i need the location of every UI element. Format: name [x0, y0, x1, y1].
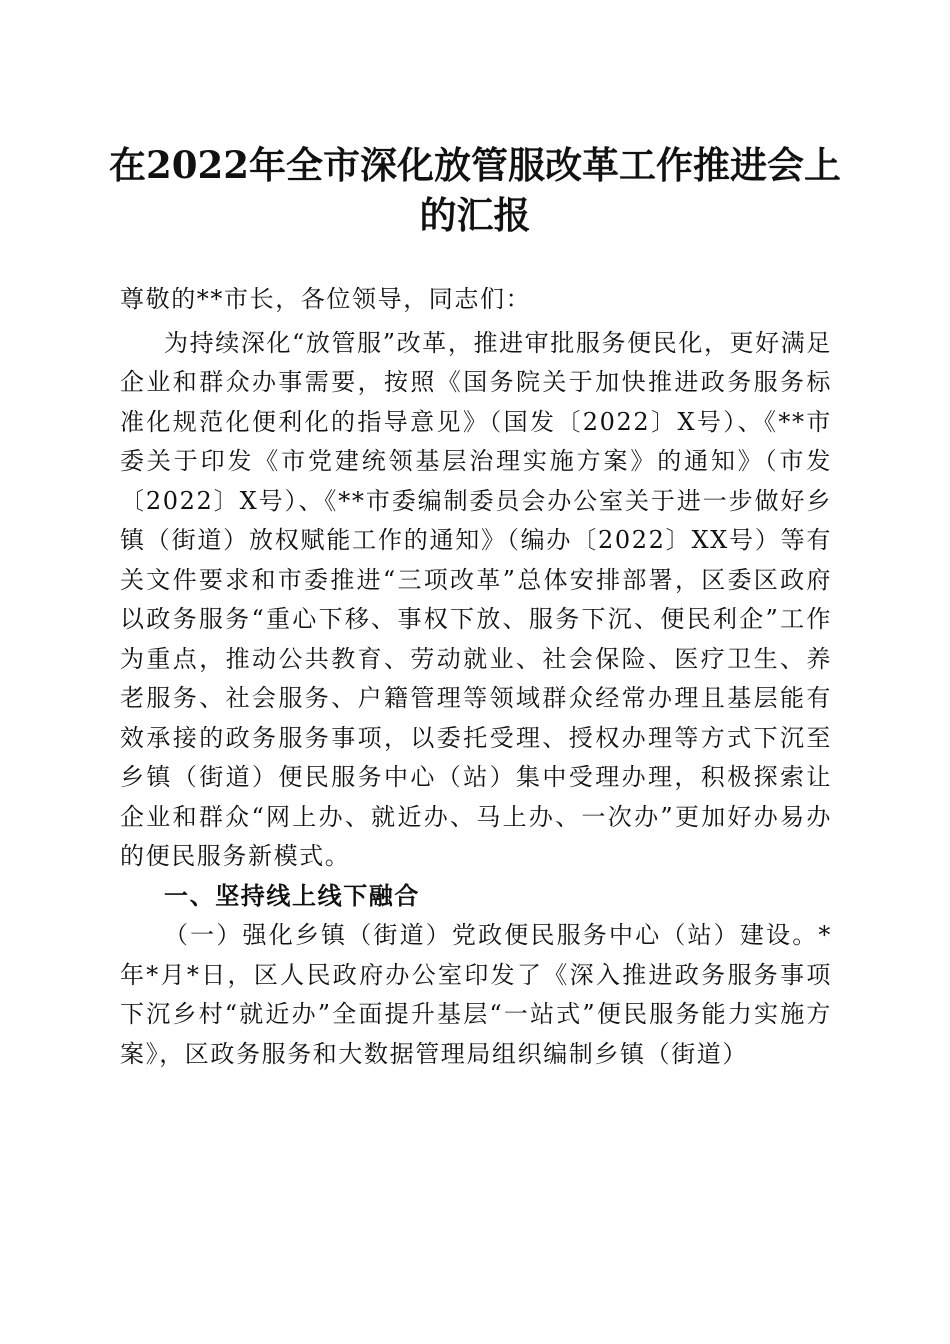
- document-body: [120, 280, 832, 1074]
- title-line-1: 在2022年全市深化放管服改革工作推进会上: [109, 143, 841, 187]
- section-heading-1: 一、坚持线上线下融合: [164, 881, 420, 910]
- title-line-2: 的汇报: [419, 193, 531, 237]
- document-title: [100, 140, 850, 240]
- salutation: 尊敬的**市长，各位领导，同志们：: [120, 285, 532, 313]
- paragraph-intro: 为持续深化“放管服”改革，推进审批服务便民化，更好满足企业和群众办事需要，按照《国务院关于加快推进政务服务标准化规范化便利化的指导意见》（国发〔2022〕X号）、《**市委关于印发《市党建统领基层治理实施方案》的通知》（市发〔2022〕X号）、《**市委编制委员会办公室关于进一步做好乡镇（街道）放权赋能工作的通知》（编办〔2022〕XX号）等有关文件要求和市委推进“三项改革”总体安排部署，区委区政府以政务服务“重心下移、事权下放、服务下沉、便民利企”工作为重点，推动公共教育、劳动就业、社会保险、医疗卫生、养老服务、社会服务、户籍管理等领域群众经常办理且基层能有效承接的政务服务事项，以委托受理、授权办理等方式下沉至乡镇（街道）便民服务中心（站）集中受理办理，积极探索让企业和群众“网上办、就近办、马上办、一次办”更加好办易办的便民服务新模式。: [120, 328, 832, 870]
- paragraph-subsection-1: （一）强化乡镇（街道）党政便民服务中心（站）建设。*年*月*日，区人民政府办公室印发了《深入推进政务服务事项下沉乡村“就近办”全面提升基层“一站式”便民服务能力实施方案》，区政务服务和大数据管理局组织编制乡镇（街道）: [120, 921, 832, 1068]
